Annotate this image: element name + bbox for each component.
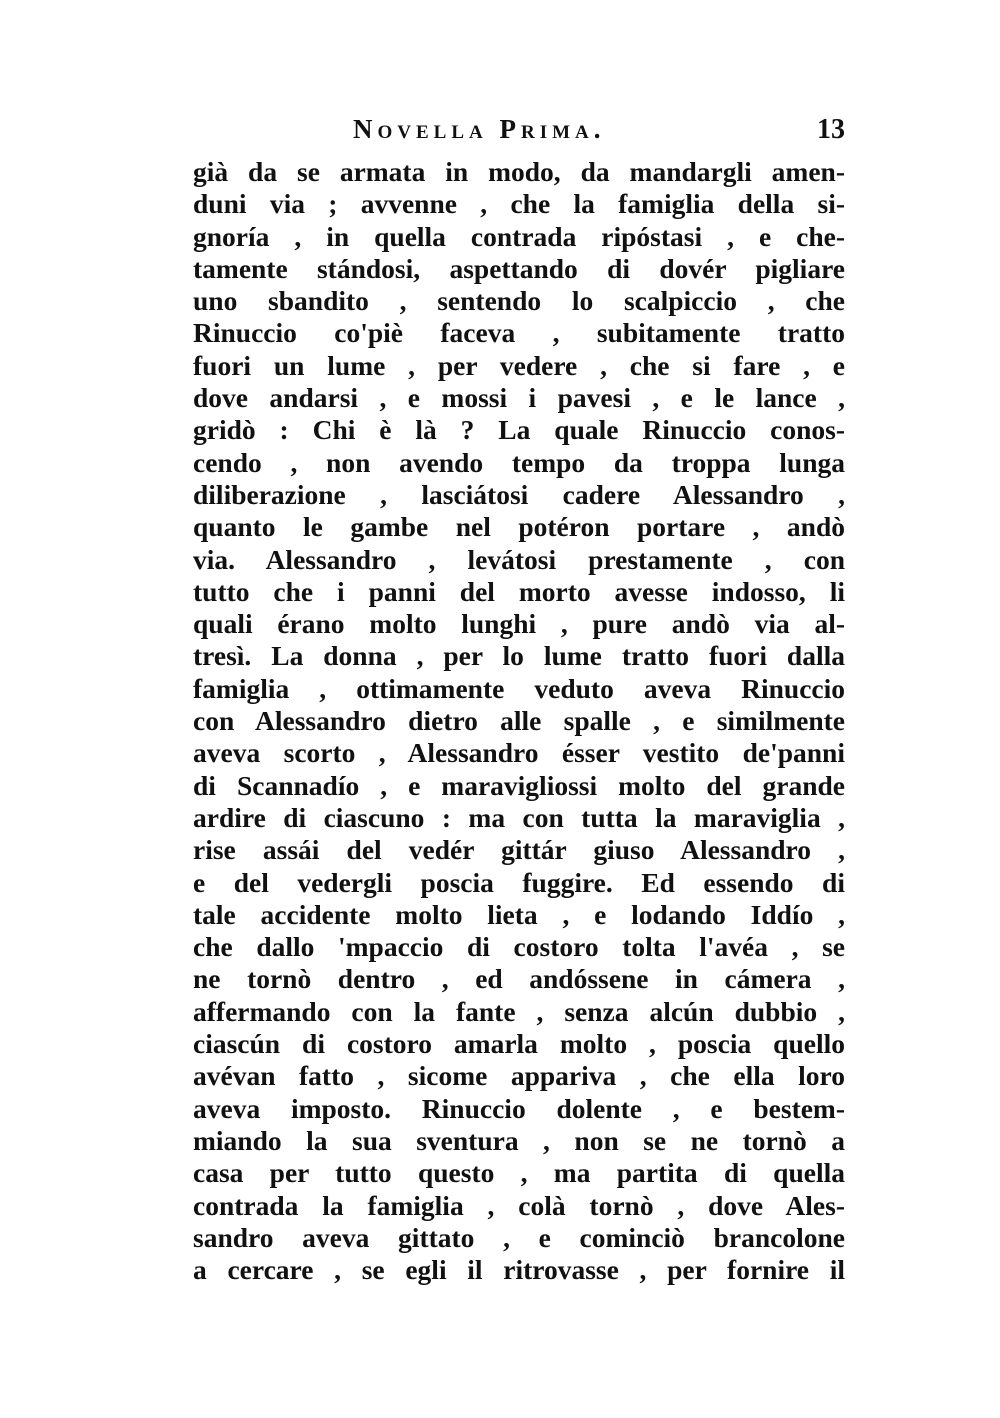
- text-line: duni via ; avvenne , che la famiglia della si-: [193, 188, 845, 220]
- text-line: miando la sua sventura , non se ne tornò a: [193, 1124, 845, 1156]
- text-line: a cercare , se egli il ritrovasse , per fornire il: [193, 1254, 845, 1286]
- running-title: Novella Prima.: [353, 114, 606, 144]
- text-line: ne tornò dentro , ed andóssene in cámera ,: [193, 963, 845, 995]
- text-line: che dallo 'mpaccio di costoro tolta l'avéa , se: [193, 931, 845, 963]
- text-line: fuori un lume , per vedere , che si fare , e: [193, 349, 845, 381]
- text-line: tresì. La donna , per lo lume tratto fuori dalla: [193, 640, 845, 672]
- text-line: già da se armata in modo, da mandargli amen-: [193, 156, 845, 187]
- text-line: affermando con la fante , senza alcún dubbio ,: [193, 995, 845, 1027]
- text-line: quanto le gambe nel potéron portare , andò: [193, 511, 845, 543]
- text-line: avévan fatto , sicome appariva , che ella loro: [193, 1060, 845, 1092]
- body-text: [193, 156, 845, 1286]
- text-line: quali érano molto lunghi , pure andò via al-: [193, 608, 845, 640]
- text-line: rise assái del vedér gittár giuso Alessandro ,: [193, 834, 845, 866]
- text-line: gnoría , in quella contrada ripóstasi , e che-: [193, 220, 845, 252]
- text-line: Rinuccio co'piè faceva , subitamente tratto: [193, 317, 845, 349]
- text-line: sandro aveva gittato , e cominciò brancolone: [193, 1221, 845, 1253]
- text-line: con Alessandro dietro alle spalle , e similmente: [193, 705, 845, 737]
- text-line: ardire di ciascuno : ma con tutta la maraviglia ,: [193, 801, 845, 833]
- text-line: cendo , non avendo tempo da troppa lunga: [193, 446, 845, 478]
- text-line: ciascún di costoro amarla molto , poscia quello: [193, 1028, 845, 1060]
- text-line: aveva scorto , Alessandro ésser vestito de'panni: [193, 737, 845, 769]
- text-line: dove andarsi , e mossi i pavesi , e le lance ,: [193, 382, 845, 414]
- book-page: [193, 112, 845, 1286]
- text-line: casa per tutto questo , ma partita di quella: [193, 1157, 845, 1189]
- text-line: di Scannadío , e maravigliossi molto del grande: [193, 769, 845, 801]
- text-line: e del vedergli poscia fuggire. Ed essendo di: [193, 866, 845, 898]
- page-header: [193, 112, 845, 156]
- page-number: 13: [817, 114, 845, 145]
- text-line: uno sbandito , sentendo lo scalpiccio , che: [193, 285, 845, 317]
- text-line: aveva imposto. Rinuccio dolente , e bestem-: [193, 1092, 845, 1124]
- text-line: contrada la famiglia , colà tornò , dove Ales-: [193, 1189, 845, 1221]
- text-line: tale accidente molto lieta , e lodando Iddío ,: [193, 898, 845, 930]
- text-line: tutto che i panni del morto avesse indosso, li: [193, 575, 845, 607]
- text-line: via. Alessandro , levátosi prestamente , con: [193, 543, 845, 575]
- text-line: diliberazione , lasciátosi cadere Alessandro ,: [193, 478, 845, 510]
- text-line: gridò : Chi è là ? La quale Rinuccio conos-: [193, 414, 845, 446]
- text-line: famiglia , ottimamente veduto aveva Rinuccio: [193, 672, 845, 704]
- text-line: tamente stándosi, aspettando di dovér pigliare: [193, 252, 845, 284]
